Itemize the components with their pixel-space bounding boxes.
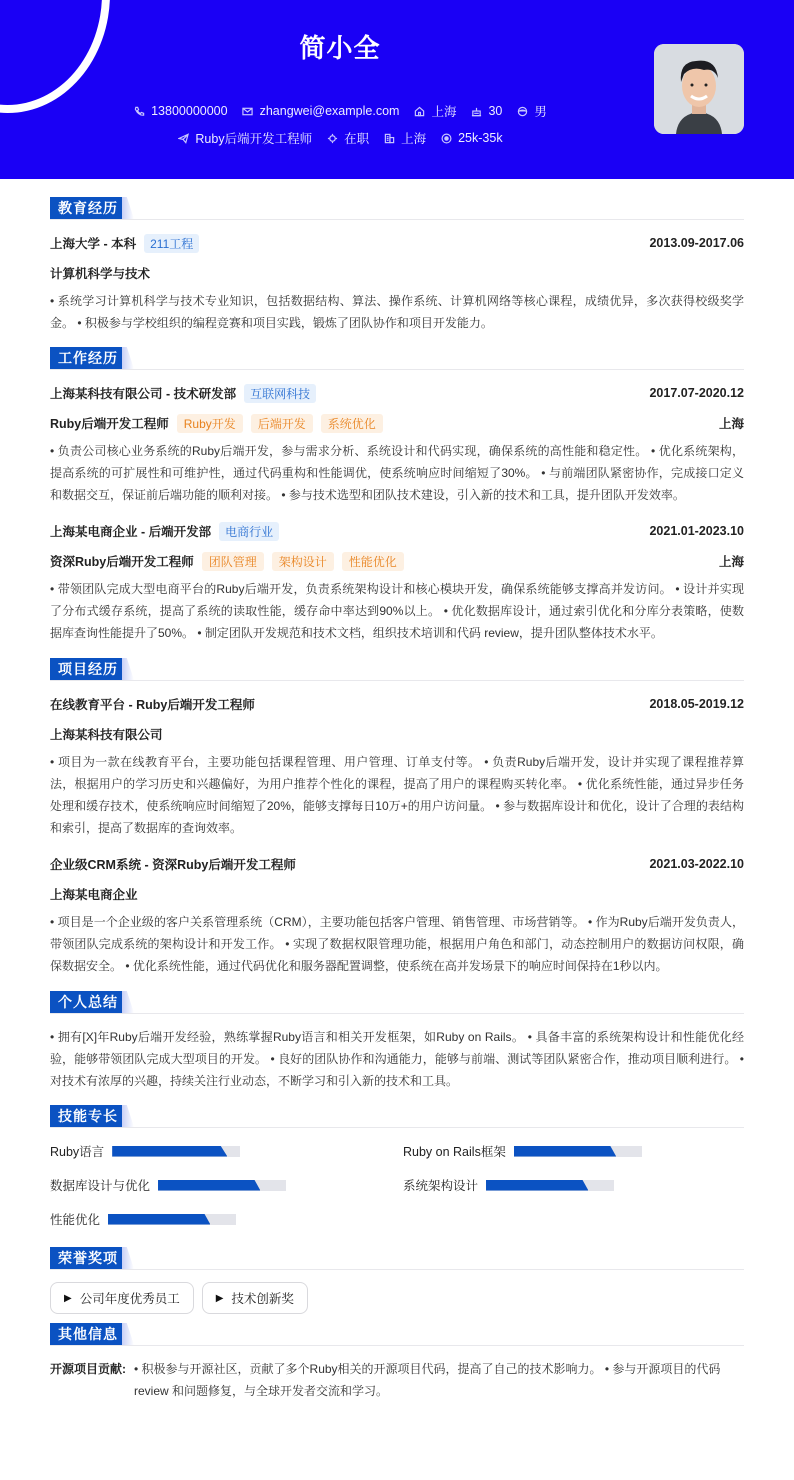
skill-bar	[112, 1146, 240, 1157]
salary-icon	[440, 132, 452, 144]
skill-item: Ruby on Rails框架	[403, 1140, 744, 1162]
section-header-education	[50, 197, 744, 220]
award-item: ▶ 技术创新奖	[202, 1282, 308, 1314]
age-item: 30	[470, 104, 502, 118]
section-header-projects	[50, 658, 744, 681]
skill-bar	[108, 1214, 236, 1225]
work-date: 2021.01-2023.10	[649, 524, 744, 538]
skill-tag: 系统优化	[321, 414, 383, 433]
triangle-bullet-icon: ▶	[215, 1292, 224, 1304]
candidate-name: 简小全	[299, 33, 381, 63]
project-name: 在线教育平台 - Ruby后端开发工程师	[50, 698, 255, 712]
section-title: 项目经历	[50, 658, 126, 680]
skill-item: Ruby语言	[50, 1140, 403, 1162]
project-company: 上海某电商企业	[50, 888, 138, 902]
section-title: 个人总结	[50, 991, 126, 1013]
section-header-awards	[50, 1247, 744, 1270]
position-name: 资深Ruby后端开发工程师	[50, 555, 194, 569]
position-name: Ruby后端开发工程师	[50, 417, 169, 431]
skill-tag: 后端开发	[251, 414, 313, 433]
project-date: 2018.05-2019.12	[649, 697, 744, 711]
project-item	[50, 853, 744, 977]
skill-item: 数据库设计与优化	[50, 1174, 403, 1196]
industry-tag: 互联网科技	[244, 384, 316, 403]
industry-tag: 电商行业	[219, 522, 279, 541]
cake-icon	[470, 105, 482, 117]
section-title: 技能专长	[50, 1105, 126, 1127]
paper-plane-icon	[177, 132, 189, 144]
gender-item: 男	[516, 102, 547, 120]
salary-item: 25k-35k	[440, 131, 502, 145]
section-title: 工作经历	[50, 347, 126, 369]
city-item: 上海	[413, 102, 456, 120]
school-name: 上海大学 - 本科	[50, 237, 137, 251]
section-title-accent	[122, 991, 134, 1013]
section-title-accent	[122, 197, 134, 219]
section-title-accent	[122, 347, 134, 369]
section-title-accent	[122, 1323, 134, 1345]
education-description: • 系统学习计算机科学与技术专业知识，包括数据结构、算法、操作系统、计算机网络等核心课程，成绩优异，多次获得校级奖学金。 • 积极参与学校组织的编程竞赛和项目实践，锻炼了团队协作和项目开发能力。	[50, 294, 744, 330]
project-company: 上海某科技有限公司	[50, 728, 163, 742]
skills-grid	[50, 1140, 744, 1230]
project-description: • 项目是一个企业级的客户关系管理系统（CRM），主要功能包括客户管理、销售管理、市场营销等。 • 作为Ruby后端开发负责人，带领团队完成系统的架构设计和开发工作。 • 实现了数据权限管理功能，根据用户角色和部门，动态控制用户的数据访问权限，确保数据安全。 • 优化系统性能，通过代码优化和服务器配置调整，使系统在高并发场景下的响应时间保持在1秒以内。	[50, 915, 744, 973]
resume-header	[0, 0, 794, 179]
skill-tag: 架构设计	[272, 552, 334, 571]
award-item: ▶ 公司年度优秀员工	[50, 1282, 194, 1314]
skill-bar	[486, 1180, 614, 1191]
avatar-photo	[654, 44, 744, 134]
section-title: 教育经历	[50, 197, 126, 219]
phone-item: 13800000000	[133, 104, 227, 118]
status-item: 在职	[326, 129, 369, 147]
work-description: • 负责公司核心业务系统的Ruby后端开发，参与需求分析、系统设计和代码实现，确保系统的高性能和稳定性。 • 优化系统架构，提高系统的可扩展性和可维护性，通过代码重构和性能调优，使系统响应时间缩短了30%。 • 与前端团队紧密协作，完成接口定义和数据交互，保证前后端功能的顺利对接。 • 参与技术选型和团队技术建设，引入新的技术和工具，提升团队开发效率。	[50, 444, 744, 502]
section-header-other	[50, 1323, 744, 1346]
company-name: 上海某科技有限公司 - 技术研发部	[50, 387, 237, 401]
skill-item: 系统架构设计	[403, 1174, 744, 1196]
target-position-item: Ruby后端开发工程师	[177, 129, 312, 147]
work-item	[50, 382, 744, 506]
summary-text: • 拥有[X]年Ruby后端开发经验，熟练掌握Ruby语言和相关开发框架，如Ruby on Rails。 • 具备丰富的系统架构设计和性能优化经验，能够带领团队完成大型项目的开发。 • 良好的团队协作和沟通能力，能够与前端、测试等团队紧密合作，推动项目顺利进行。 • 对技术有浓厚的兴趣，持续关注行业动态，不断学习和引入新的技术和工具。	[50, 1030, 744, 1088]
project-date: 2021.03-2022.10	[649, 857, 744, 871]
education-date: 2013.09-2017.06	[649, 236, 744, 250]
skill-bar-fill	[108, 1214, 210, 1225]
skill-bar-fill	[514, 1146, 616, 1157]
skill-bar-fill	[112, 1146, 227, 1157]
skill-bar-fill	[158, 1180, 260, 1191]
project-item	[50, 693, 744, 839]
email-item: zhangwei@example.com	[242, 104, 400, 118]
education-item	[50, 232, 744, 334]
mail-icon	[242, 105, 254, 117]
other-info-text: • 积极参与开源社区，贡献了多个Ruby相关的开源项目代码，提高了自己的技术影响力。 • 参与开源项目的代码 review 和问题修复，与全球开发者交流和学习。	[134, 1362, 721, 1398]
work-location: 上海	[718, 417, 744, 431]
job-intent-row	[0, 129, 680, 147]
project-name: 企业级CRM系统 - 资深Ruby后端开发工程师	[50, 858, 296, 872]
skill-bar	[514, 1146, 642, 1157]
section-title: 荣誉奖项	[50, 1247, 126, 1269]
skill-bar	[158, 1180, 286, 1191]
resume-body	[50, 197, 744, 1402]
section-title-accent	[122, 658, 134, 680]
contact-row	[0, 102, 680, 120]
skill-tag: Ruby开发	[177, 414, 243, 433]
other-info-label: 开源项目贡献:	[50, 1362, 126, 1376]
section-header-summary	[50, 991, 744, 1014]
building-icon	[383, 132, 395, 144]
major: 计算机科学与技术	[50, 267, 151, 281]
section-header-work	[50, 347, 744, 370]
section-title-accent	[122, 1247, 134, 1269]
work-date: 2017.07-2020.12	[649, 386, 744, 400]
skill-tag: 性能优化	[342, 552, 404, 571]
home-icon	[413, 105, 425, 117]
skill-item: 性能优化	[50, 1208, 403, 1230]
work-item	[50, 520, 744, 644]
triangle-bullet-icon: ▶	[64, 1292, 72, 1304]
section-title-accent	[122, 1105, 134, 1127]
awards-list	[50, 1282, 744, 1314]
section-title: 其他信息	[50, 1323, 126, 1345]
status-icon	[326, 132, 338, 144]
work-description: • 带领团队完成大型电商平台的Ruby后端开发，负责系统架构设计和核心模块开发，确保系统能够支撑高并发访问。 • 设计并实现了分布式缓存系统，提高了系统的读取性能，缓存命中率达到90%以上。 • 优化数据库设计，通过索引优化和分库分表策略，使数据库查询性能提升了50%。 • 制定团队开发规范和技术文档，组织技术培训和代码 review，提升团队整体技术水平。	[50, 582, 744, 640]
project-description: • 项目为一款在线教育平台，主要功能包括课程管理、用户管理、订单支付等。 • 负责Ruby后端开发，设计并实现了课程推荐算法，根据用户的学习历史和兴趣偏好，为用户推荐个性化的课程，提高了用户的课程购买转化率。 • 优化系统性能，通过异步任务处理和缓存技术，使系统响应时间缩短了20%，能够支撑每日10万+的用户访问量。 • 参与数据库设计和优化，设计了合理的表结构和索引，提高了数据库的查询效率。	[50, 755, 744, 835]
target-city-item: 上海	[383, 129, 426, 147]
gender-icon	[516, 105, 528, 117]
other-info-item	[50, 1358, 744, 1402]
work-location: 上海	[718, 555, 744, 569]
phone-icon	[133, 105, 145, 117]
skill-bar-fill	[486, 1180, 588, 1191]
skill-tag: 团队管理	[202, 552, 264, 571]
section-header-skills	[50, 1105, 744, 1128]
school-tag: 211工程	[144, 234, 199, 253]
company-name: 上海某电商企业 - 后端开发部	[50, 525, 212, 539]
